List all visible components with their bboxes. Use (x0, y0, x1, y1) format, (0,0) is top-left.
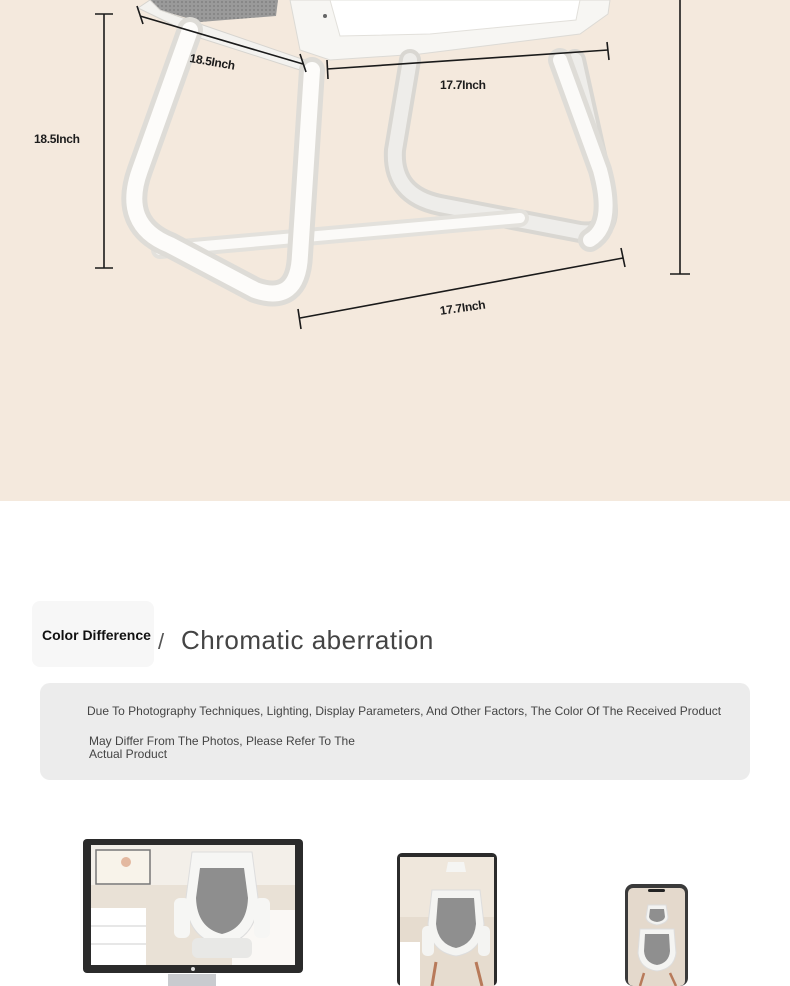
color-difference-label-box (32, 601, 154, 667)
color-difference-label: Color Difference (42, 627, 151, 643)
phone-device-image (624, 883, 690, 986)
color-difference-heading (32, 601, 790, 667)
color-notice-box (40, 683, 750, 780)
seat-height-label: 18.5Inch (34, 132, 80, 146)
base-width-label: 17.7Inch (439, 297, 487, 318)
seat-depth-label: 18.5Inch (188, 51, 236, 73)
heading-separator: / (158, 629, 165, 654)
notice-line-2: May Differ From The Photos, Please Refer To The Actual Product (89, 734, 355, 761)
seat-width-label: 17.7Inch (440, 78, 486, 92)
tablet-device-image (396, 852, 500, 986)
notice-line-1: Due To Photography Techniques, Lighting, Display Parameters, And Other Factors, The Color Of The Received Product (87, 704, 722, 718)
chromatic-aberration-title: Chromatic aberration (181, 625, 434, 655)
monitor-device-image (82, 838, 306, 986)
